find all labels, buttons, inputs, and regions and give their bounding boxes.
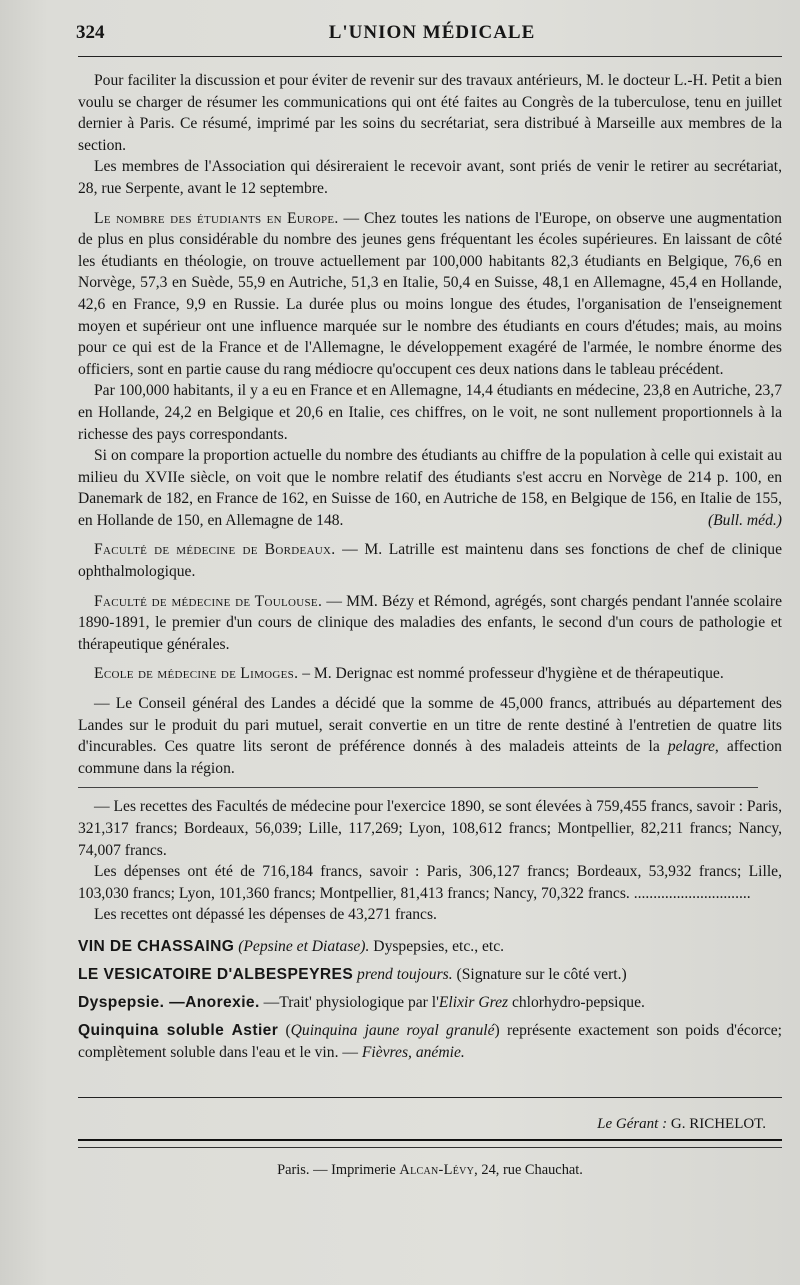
ad-brand: Dyspepsie. —Anorexie. [78, 993, 260, 1011]
paragraph-bordeaux [78, 539, 782, 582]
italic-term: pelagre [667, 738, 715, 756]
imprint-text: Paris. — Imprimerie [277, 1162, 400, 1179]
signature [78, 1116, 766, 1133]
paragraph-recettes: — Les recettes des Facultés de médecine pour l'exercice 1890, se sont élevées à 759,455 francs, savoir : Paris, 321,317 francs; Bordeaux, 56,039; Lille, 117,269; Lyon, 108,612 francs; Montpellier, 82,211 francs; Nancy, 74,007 francs. [78, 798, 782, 859]
article-etudiants [78, 208, 782, 532]
paragraph-body: — M. Latrille est maintenu dans ses fonctions de chef de clinique ophthalmologique. [78, 541, 782, 581]
article-congres [78, 70, 782, 200]
ad-italic: Quinquina jaune royal granulé [290, 1021, 495, 1039]
ad-albespeyres [78, 964, 782, 986]
section-heading: Ecole de médecine de Limoges. [94, 665, 299, 683]
signature-name: G. RICHELOT. [670, 1116, 766, 1133]
paragraph-toulouse [78, 591, 782, 656]
section-heading: Le nombre des étudiants en Europe. [94, 209, 339, 227]
ad-astier [78, 1020, 782, 1063]
ad-italic: Elixir Grez [438, 993, 509, 1011]
article-toulouse [78, 591, 782, 656]
ad-text: chlorhydro-pepsique. [508, 993, 645, 1011]
ad-text: (Signature sur le côté vert.) [452, 965, 627, 983]
paragraph-medecine-stats: Par 100,000 habitants, il y a eu en France et en Allemagne, 14,4 étudiants en médecine, 23,8 en Autriche, 23,7 en Hollande, 24,2 en Belgique et 20,6 en Italie, ces chiffres, on le voit, ne sont nullement proportionnels à la richesse des pays correspondants. [78, 382, 782, 443]
ad-brand: Quinquina soluble Astier [78, 1021, 279, 1039]
ad-text: ) représente exactement son poids d'écorce; complètement soluble dans l'eau et le vin. — [78, 1021, 782, 1061]
journal-title: L'UNION MÉDICALE [328, 22, 536, 43]
paragraph-body: — Chez toutes les nations de l'Europe, on observe une augmentation de plus en plus considérable du nombre des jeunes gens fréquentant les écoles supérieures. En laissant de côté les étudiants en théologie, on trouve actuellement par 100,000 habitants 82,3 étudiants en Belgique, 76,6 en Norvège, 57,3 en Suède, 55,9 en Autriche, 51,3 en Italie, 50,4 en Suisse, 48,1 en Allemagne, 45,4 en Hollande, 42,6 en France, 9,9 en Russie. La durée plus ou moins longue des études, l'organisation de l'enseignement moyen et supérieur ont une influence marquée sur le nombre des étudiants en cours d'études; mais, au moins pour ce qui est de la France et de l'Allemagne, le développement exagéré de l'armée, le nombre énorme des officiers, sont en partie cause du rang médiocre qu'occupent ces deux nations dans le tableau précédent. [78, 209, 782, 378]
paragraph-comparaison [78, 445, 782, 531]
article-recettes [78, 796, 782, 926]
section-heading: Faculté de médecine de Bordeaux. [94, 541, 336, 559]
article-bordeaux [78, 539, 782, 582]
source-citation: (Bull. méd.) [707, 511, 782, 529]
signature-label: Le Gérant : [597, 1116, 668, 1133]
ad-brand: LE VESICATOIRE D'ALBESPEYRES [78, 965, 354, 983]
paragraph-limoges [78, 663, 782, 685]
header-rule [78, 56, 782, 57]
paragraph-body: Si on compare la proportion actuelle du nombre des étudiants au chiffre de la population à celle qui existait au milieu du XVIIe siècle, on voit que le nombre relatif des étudiants s'est accru en Norvège de 214 p. 100, en Danemark de 182, en France de 162, en Suisse de 160, en Autriche de 158, en Belgique de 156, en Italie de 155, en Hollande de 150, en Allemagne de 148. [78, 447, 782, 529]
imprint-text: , 24, rue Chauchat. [474, 1162, 583, 1179]
ad-italic: (Pepsine et Diatase). [234, 937, 370, 955]
ad-text: —Trait' physiologique par l' [259, 993, 439, 1011]
ad-chassaing [78, 936, 782, 958]
footer-thin-rule [78, 1147, 782, 1148]
section-divider [78, 787, 758, 788]
paragraph-body: — Le Conseil général des Landes a décidé que la somme de 45,000 francs, attribués au département des Landes sur le produit du pari mutuel, serait convertie en un titre de rente destiné à l'entretien de quatre lits d'incurables. Ces quatre lits seront de préférence donnés à des maladeis atteints de la [78, 695, 782, 756]
footer-double-rule [78, 1139, 782, 1141]
paragraph-body: , affection commune dans la région. [78, 738, 782, 777]
ad-italic: Fièvres, anémie. [361, 1043, 465, 1061]
ad-italic: prend toujours. [353, 965, 453, 983]
article-landes [78, 693, 782, 779]
paragraph-congres: Pour faciliter la discussion et pour éviter de revenir sur des travaux antérieurs, M. le docteur L.-H. Petit a bien voulu se charger de résumer les communications qui ont été faites au Congrès de la tuberculose, tenu en juillet dernier à Paris. Ce résumé, imprimé par les soins du secrétariat, sera distribué à Marseille aux membres de la section. [78, 72, 782, 154]
ad-text: ( [278, 1021, 291, 1039]
page-number: 324 [76, 22, 105, 43]
ad-text: Dyspepsies, etc., etc. [369, 937, 505, 955]
paragraph-secretariat: Les membres de l'Association qui désireraient le recevoir avant, sont priés de venir le retirer au secrétariat, 28, rue Serpente, avant le 12 septembre. [78, 158, 782, 197]
paragraph-body: — MM. Bézy et Rémond, agrégés, sont chargés pendant l'année scolaire 1890-1891, le premier d'un cours de clinique des maladies des enfants, le second d'un cours de pathologie et thérapeutique générales. [78, 592, 782, 653]
advertisements [78, 936, 782, 1063]
footer-rule [78, 1097, 782, 1098]
paragraph-landes [78, 693, 782, 779]
ad-grez [78, 992, 782, 1014]
printer-name: Alcan-Lévy [399, 1162, 475, 1179]
printer-imprint [78, 1162, 782, 1179]
paragraph-etudiants [78, 208, 782, 381]
article-limoges [78, 663, 782, 685]
page-header [78, 22, 782, 46]
paragraph-depenses: Les dépenses ont été de 716,184 francs, savoir : Paris, 306,127 francs; Bordeaux, 53,932 francs; Lille, 103,030 francs; Lyon, 101,360 francs; Montpellier, 81,413 francs; Nancy, 70,322 francs. .............................. [78, 863, 782, 902]
ad-brand: VIN DE CHASSAING [78, 937, 235, 955]
paragraph-body: – M. Derignac est nommé professeur d'hygiène et de thérapeutique. [298, 665, 724, 683]
paragraph-excedent: Les recettes ont dépassé les dépenses de 43,271 francs. [94, 906, 437, 924]
section-heading: Faculté de médecine de Toulouse. [94, 592, 323, 610]
